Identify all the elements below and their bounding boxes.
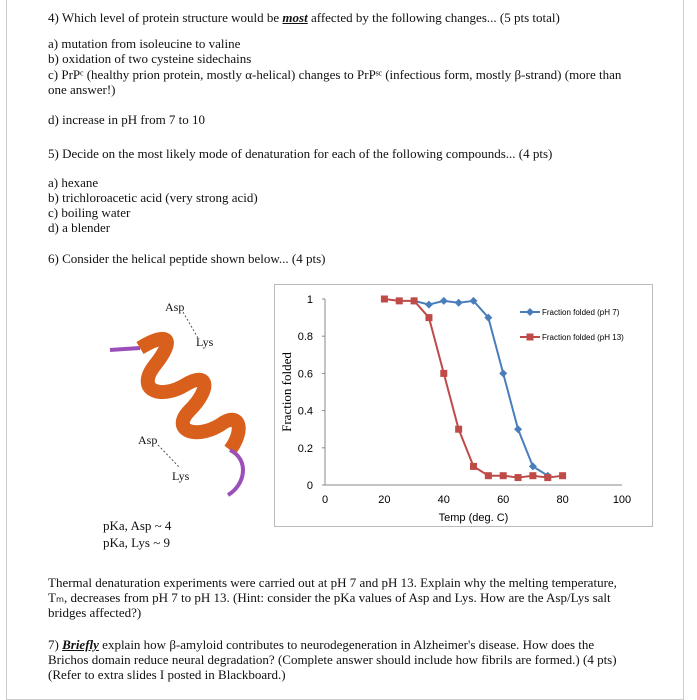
legend-marker xyxy=(526,308,534,316)
x-axis-title: Temp (deg. C) xyxy=(438,512,509,524)
q4-a: a) mutation from isoleucine to valine xyxy=(48,36,241,51)
q4-d: d) increase in pH from 7 to 10 xyxy=(48,112,206,127)
q6-text-2: Tₘ, decreases from pH 7 to pH 13. (Hint: consider the pKa values of Asp and Lys. How are the Asp/Lys salt xyxy=(48,590,611,605)
y-tick-label: 0.2 xyxy=(297,442,313,455)
q7-line-3: (Refer to extra slides I posted in Blackboard.) xyxy=(48,667,286,682)
label-lys-bottom: Lys xyxy=(172,469,190,483)
q5-a: a) hexane xyxy=(48,175,99,190)
data-point xyxy=(425,314,432,321)
q7-text: explain how β-amyloid contributes to neurodegeneration in Alzheimer's disease. How does the xyxy=(98,637,595,652)
data-point xyxy=(411,297,418,304)
x-tick-label: 100 xyxy=(612,494,632,506)
data-point xyxy=(440,297,448,305)
q7-number: 7) xyxy=(48,637,63,652)
q5-title: 5) Decide on the most likely mode of denaturation for each of the following compounds... (4 pts) xyxy=(48,146,553,161)
pka-lys: pKa, Lys ~ 9 xyxy=(103,535,170,550)
x-tick-label: 0 xyxy=(321,494,329,506)
series-line-ph7 xyxy=(414,301,548,476)
data-point xyxy=(470,463,477,470)
legend-marker xyxy=(527,334,534,341)
q4-c-cont: one answer!) xyxy=(48,82,116,97)
data-point xyxy=(455,299,463,307)
chart-svg xyxy=(275,285,652,526)
q5-d: d) a blender xyxy=(48,220,111,235)
q6-text-3: bridges affected?) xyxy=(48,605,142,620)
legend-label: Fraction folded (pH 7) xyxy=(542,308,620,317)
data-point xyxy=(396,297,403,304)
x-tick-label: 60 xyxy=(497,494,510,506)
data-point xyxy=(499,369,507,377)
q7-line-1 xyxy=(48,637,594,652)
q4-title-text: 4) Which level of protein structure would be xyxy=(48,10,283,25)
melting-chart xyxy=(274,284,653,527)
y-tick-label: 0.8 xyxy=(297,331,313,344)
q6-title: 6) Consider the helical peptide shown below... (4 pts) xyxy=(48,251,326,266)
q6-text-1: Thermal denaturation experiments were carried out at pH 7 and pH 13. Explain why the melting temperature, xyxy=(48,575,617,590)
data-point xyxy=(500,472,507,479)
y-tick-label: 0.4 xyxy=(297,405,313,418)
q4-emphasis: most xyxy=(282,10,308,25)
data-point xyxy=(455,426,462,433)
q5-b: b) trichloroacetic acid (very strong acid) xyxy=(48,190,258,205)
data-point xyxy=(381,296,388,303)
data-point xyxy=(544,474,551,481)
data-point xyxy=(485,472,492,479)
y-axis-title: Fraction folded xyxy=(279,352,294,432)
pka-asp: pKa, Asp ~ 4 xyxy=(103,518,172,533)
y-tick-label: 1 xyxy=(306,294,313,306)
x-tick-label: 20 xyxy=(378,494,391,506)
x-tick-label: 40 xyxy=(437,494,450,506)
x-tick-label: 80 xyxy=(556,494,569,506)
label-asp-top: Asp xyxy=(165,300,185,314)
y-tick-label: 0 xyxy=(306,480,313,492)
q7-line-2: Brichos domain reduce neural degradation? (Complete answer should include how fibrils are formed.) (4 pts) xyxy=(48,652,617,667)
q5-c: c) boiling water xyxy=(48,205,131,220)
label-asp-bottom: Asp xyxy=(138,433,158,447)
label-lys-top: Lys xyxy=(196,335,214,349)
q4-title-text-end: affected by the following changes... (5 pts total) xyxy=(307,10,560,25)
data-point xyxy=(440,370,447,377)
q4-title xyxy=(48,10,560,25)
data-point xyxy=(559,472,566,479)
data-point xyxy=(425,301,433,309)
q7-emphasis: Briefly xyxy=(62,637,99,652)
y-tick-label: 0.6 xyxy=(297,368,313,381)
data-point xyxy=(514,425,522,433)
q4-c: c) PrPᶜ (healthy prion protein, mostly α-helical) changes to PrPˢᶜ (infectious form, mostly β-strand) (more than xyxy=(48,67,622,82)
legend-label: Fraction folded (pH 13) xyxy=(542,333,624,342)
q4-b: b) oxidation of two cysteine sidechains xyxy=(48,51,252,66)
data-point xyxy=(529,472,536,479)
series-line-ph13 xyxy=(384,299,562,478)
data-point xyxy=(515,474,522,481)
